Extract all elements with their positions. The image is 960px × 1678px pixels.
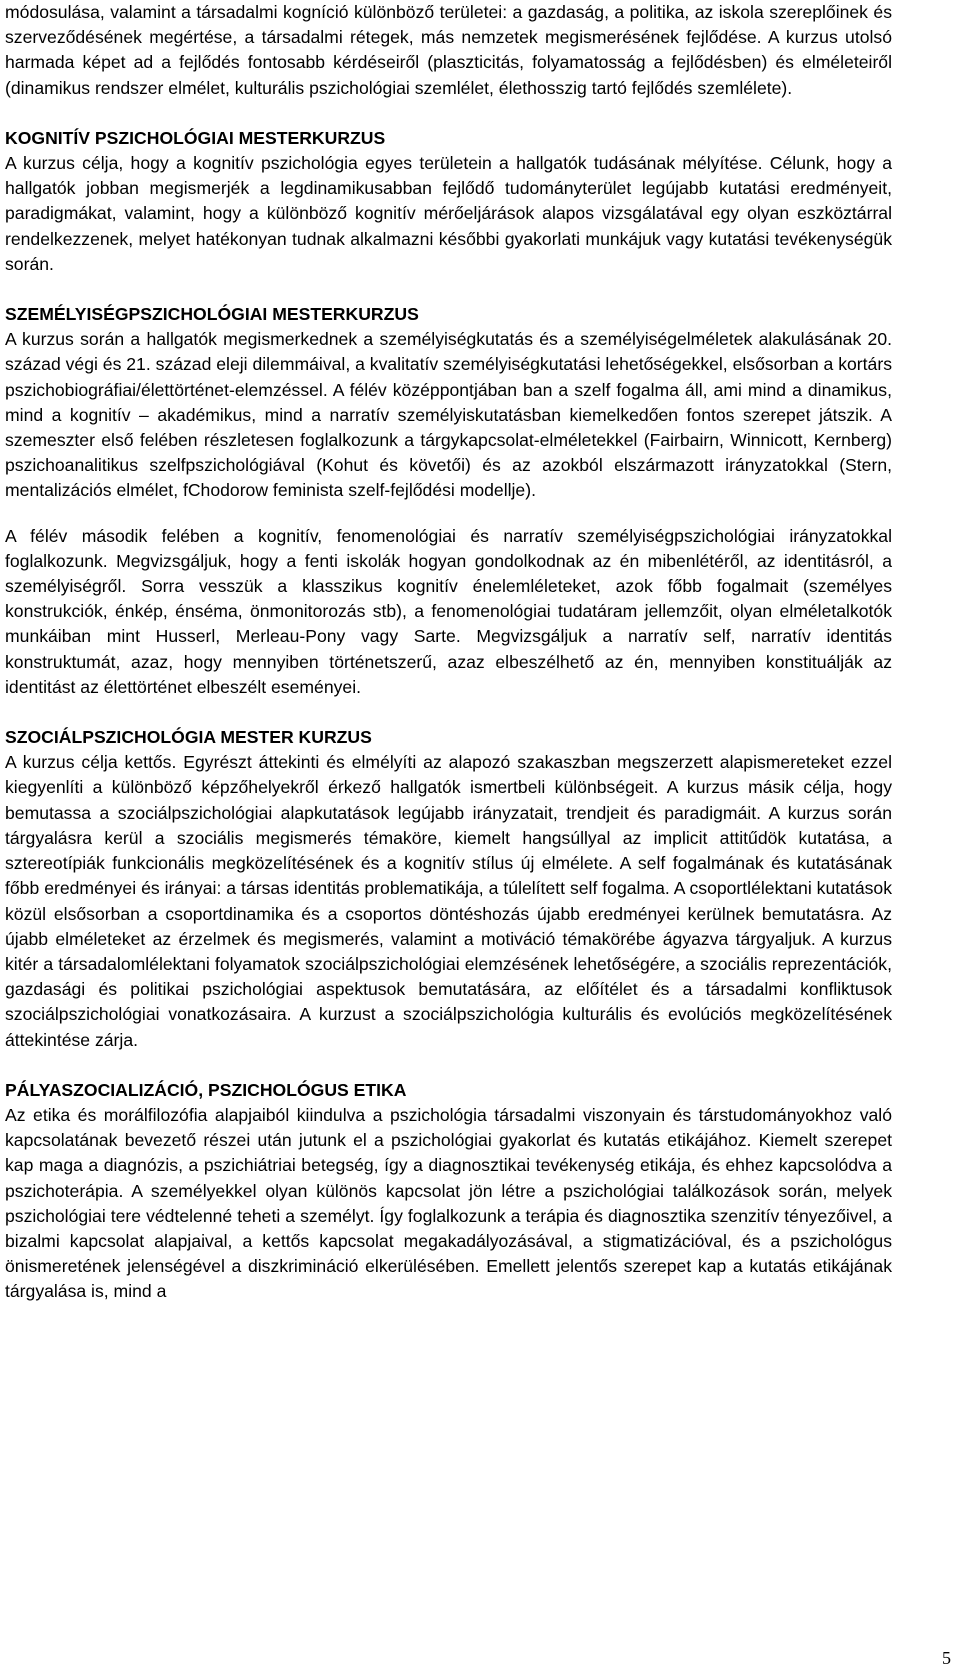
intro-paragraph: módosulása, valamint a társadalmi kogníció különböző területei: a gazdaság, a politika, az iskola szereplőinek és szerveződésének megértése, a társadalmi rétegek, más nemzetek megismerésének fejlődése. A kurzus utolsó harmada képet ad a fejlődés fontosabb kérdéseiről (plaszticitás, folyamatosság a fejlődésben) és elméleteiről (dinamikus rendszer elmélet, kulturális pszichológiai szemlélet, élethosszig tartó fejlődés szemlélete). xyxy=(5,2,892,98)
spacer xyxy=(5,277,892,302)
section-heading-palya: PÁLYASZOCIALIZÁCIÓ, PSZICHOLÓGUS ETIKA xyxy=(5,1079,407,1100)
section-paragraph-szocial: A kurzus célja kettős. Egyrészt áttekinti és elmélyíti az alapozó szakaszban megszerzett alapismereteket ezzel kiegyenlíti a különböző képzőhelyekről érkező hallgatók ismertbeli különbségeit. A kurzus másik célja, hogy bemutassa a szociálpszichológiai alapkutatások legújabb irányzatait, trendjeit és paradigmáit. A kurzus során tárgyalásra kerül a szociális megismerés témaköre, kiemelt hangsúllyal az implicit attitűdök kutatása, a sztereotípiák funkcionális megközelítésének és a kognitív stílus új elmélete. A self fogalmának és kutatásának főbb eredményei és irányai: a társas identitás problematikája, a túlelített self fogalma. A csoportlélektani kutatások közül elsősorban a csoportdinamika és a csoportos döntéshozás újabb eredményei kerülnek bemutatásra. Az újabb elméleteket az érzelmek és megismerés, valamint a motiváció témakörébe ágyazva tárgyaljuk. A kurzus kitér a társadalomlélektani folyamatok szociálpszichológiai elemzésének lehetőségére, a szociális reprezentációk, gazdasági és politikai pszichológiai aspektusok bemutatására, az előítélet és a társadalmi konfliktusok szociálpszichológiai vonatkozásaira. A kurzust a szociálpszichológia kulturális és evolúciós megközelítésének áttekintése zárja. xyxy=(5,752,892,1050)
section-paragraph-szemelyiseg-2: A félév második felében a kognitív, fenomenológiai és narratív személyiségpszichológiai irányzatokkal foglalkozunk. Megvizsgáljuk, hogy a fenti iskolák hogyan gondolkodnak az én mibenlétéről, az identitásról, a személyiségről. Sorra vesszük a klasszikus kognitív énelemléleteket, azok főbb fogalmait (személyes konstrukciók, énkép, énséma, önmonitorozás stb), a fenomenológiai tudatáram jellemzőit, olyan elméletalkotók munkáiban mint Husserl, Merleau-Pony vagy Sarte. Megvizsgáljuk a narratív self, narratív identitás konstruktumát, azaz, hogy mennyiben történetszerű, azaz elbeszélhető az én, mennyiben konstituálják az identitást az élettörténet elbeszélt eseményei. xyxy=(5,525,892,697)
document-page xyxy=(5,0,892,1305)
section-paragraph-szemelyiseg-1: A kurzus során a hallgatók megismerkednek a személyiségkutatás és a személyiségelméletek alakulásának 20. század végi és 21. század eleji dilemmáival, a kvalitatív személyiségkutatási lehetőségekkel, elsősorban a kortárs pszichobiográfiai/élettörténet-elemzéssel. A félév középpontjában ban a szelf fogalma áll, ami mind a dinamikus, mind a kognitív – akadémikus, mind a narratív személyiskutatásban kiemelkedően fontos szerepet játszik. A szemeszter első felében részletesen foglalkozunk a tárgykapcsolat-elméletekkel (Fairbairn, Winnicott, Kernberg) pszichoanalitikus szelfpszichológiával (Kohut és követői) és az azokból elszármazott irányzatokkal (Stern, mentalizációs elmélet, fChodorow feminista szelf-fejlődési modellje). xyxy=(5,329,892,501)
section-heading-szocial: SZOCIÁLPSZICHOLÓGIA MESTER KURZUS xyxy=(5,727,372,748)
section-palya xyxy=(5,1078,892,1305)
section-heading-kognitiv: KOGNITÍV PSZICHOLÓGIAI MESTERKURZUS xyxy=(5,127,386,148)
section-paragraph-palya: Az etika és morálfilozófia alapjaiból kiindulva a pszichológia társadalmi viszonyain és társtudományokhoz való kapcsolatának bevezető részei után jutunk el a pszichológiai gyakorlat és kutatás etikájához. Kiemelt szerepet kap maga a diagnózis, a pszichiátriai betegség, így a diagnosztikai tevékenység etikája, és ehhez kapcsolódva a pszichoterápia. A személyekkel olyan különös kapcsolat jön létre a pszichológiai találkozások során, melyek pszichológiai tere védtelenné teheti a személyt. Így foglalkozunk a terápia és diagnosztika szenzitív tényezőivel, a bizalmi kapcsolat alapjaival, a kettős kapcsolat megakadályozásával, a stigmatizációval, és a pszichológus önismeretének jelenségével a diszkrimináció elkerülésében. Emellett jelentős szerepet kap a kutatás etikájának tárgyalása is, mind a xyxy=(5,1104,892,1302)
spacer xyxy=(5,1053,892,1078)
section-szocial xyxy=(5,725,892,1053)
page-number: 5 xyxy=(942,1648,951,1668)
section-szemelyiseg xyxy=(5,302,892,700)
spacer xyxy=(5,504,892,524)
section-kognitiv xyxy=(5,126,892,277)
section-heading-szemelyiseg: SZEMÉLYISÉGPSZICHOLÓGIAI MESTERKURZUS xyxy=(5,304,419,325)
spacer xyxy=(5,101,892,126)
section-paragraph-kognitiv: A kurzus célja, hogy a kognitív pszichológia egyes területein a hallgatók tudásának mélyítése. Célunk, hogy a hallgatók jobban megismerjék a legdinamikusabban fejlődő tudományterület legújabb kutatási eredményeit, paradigmákat, valamint, hogy a különböző kognitív mérőeljárások alapos vizsgálatával egy olyan eszköztárral rendelkezzenek, melyet hatékonyan tudnak alkalmazni későbbi gyakorlati munkájuk vagy kutatási tevékenységük során. xyxy=(5,153,892,274)
spacer xyxy=(5,700,892,725)
